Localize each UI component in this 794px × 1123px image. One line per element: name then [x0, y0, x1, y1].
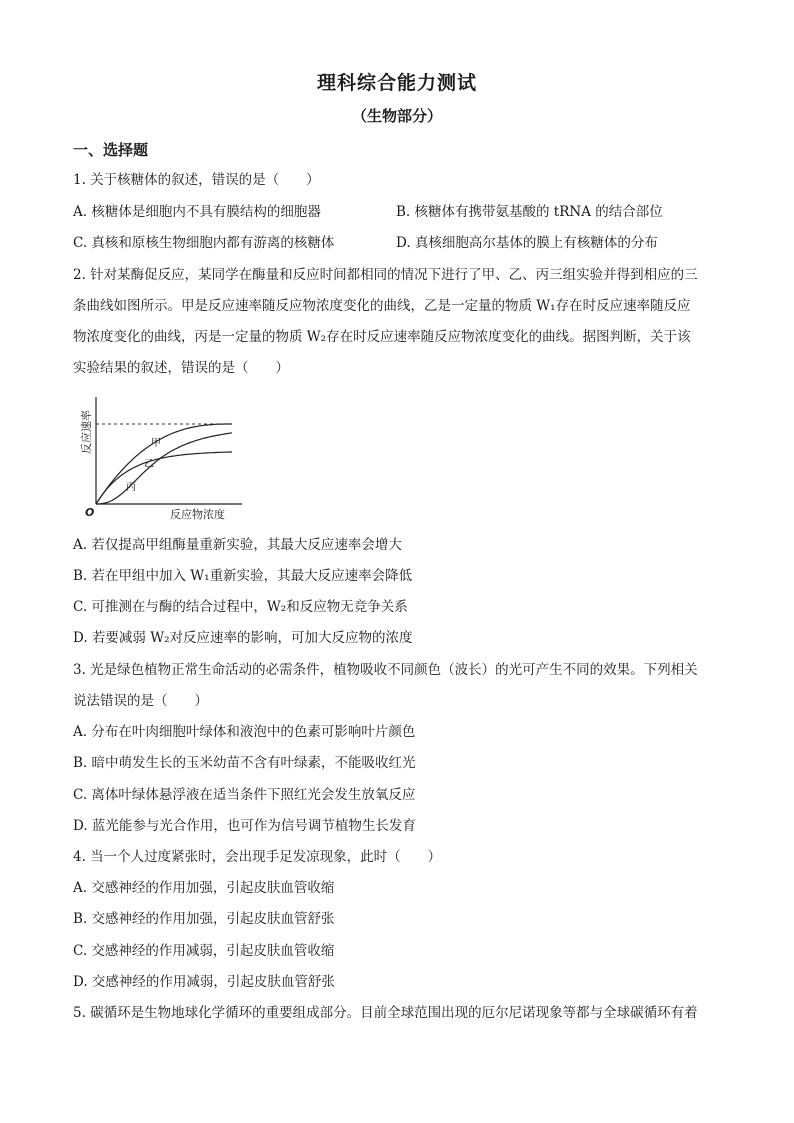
x-axis-label: 反应物浓度: [170, 508, 225, 521]
question-2-stem-line-2: 条曲线如图所示。甲是反应速率随反应物浓度变化的曲线，乙是一定量的物质 W₁存在时反应速率随反应: [73, 298, 691, 314]
page-subtitle: （生物部分）: [351, 107, 442, 125]
y-axis-label: 反应速率: [80, 410, 93, 454]
question-2-option-d: D. 若要减弱 W₂对反应速率的影响，可加大反应物的浓度: [73, 630, 413, 646]
series-label-1: 甲: [151, 438, 161, 449]
question-2-stem-line-3: 物浓度变化的曲线，丙是一定量的物质 W₂存在时反应速率随反应物浓度变化的曲线。据图判断，关于该: [73, 329, 691, 345]
question-1-stem: 1. 关于核糖体的叙述，错误的是（ ）: [73, 172, 320, 188]
page-title: 理科综合能力测试: [316, 72, 477, 94]
reaction-rate-chart-svg: [76, 392, 246, 532]
series-curve-2: [96, 452, 232, 504]
question-2-option-c: C. 可推测在与酶的结合过程中，W₂和反应物无竞争关系: [73, 599, 408, 615]
question-1-option-b: B. 核糖体有携带氨基酸的 tRNA 的结合部位: [396, 204, 663, 220]
series-label-3: 丙: [126, 482, 136, 493]
question-4-stem: 4. 当一个人过度紧张时，会出现手足发凉现象，此时（ ）: [73, 849, 442, 865]
origin-label: O: [85, 506, 95, 519]
question-4-option-c: C. 交感神经的作用减弱，引起皮肤血管收缩: [73, 943, 335, 959]
question-1-option-c: C. 真核和原核生物细胞内都有游离的核糖体: [73, 235, 335, 251]
question-4-option-a: A. 交感神经的作用加强，引起皮肤血管收缩: [73, 880, 335, 896]
series-curve-3: [96, 433, 232, 504]
question-4-option-d: D. 交感神经的作用减弱，引起皮肤血管舒张: [73, 974, 335, 990]
question-2-stem-line-1: 2. 针对某酶促反应，某同学在酶量和反应时间都相同的情况下进行了甲、乙、丙三组实验并得到相应的三: [73, 267, 698, 283]
reaction-rate-chart: [76, 392, 246, 532]
question-2-option-b: B. 若在甲组中加入 W₁重新实验，其最大反应速率会降低: [73, 568, 413, 584]
series-label-2: 乙: [144, 459, 154, 470]
section-heading: 一、选择题: [73, 141, 149, 159]
question-3-option-d: D. 蓝光能参与光合作用，也可作为信号调节植物生长发育: [73, 818, 416, 834]
question-1-option-d: D. 真核细胞高尔基体的膜上有核糖体的分布: [396, 235, 658, 251]
question-2-stem-line-4: 实验结果的叙述，错误的是（ ）: [73, 360, 289, 376]
question-1-option-a: A. 核糖体是细胞内不具有膜结构的细胞器: [73, 204, 321, 220]
question-3-stem-line-1: 3. 光是绿色植物正常生命活动的必需条件，植物吸收不同颜色（波长）的光可产生不同的效果。下列相关: [73, 662, 698, 678]
question-2-option-a: A. 若仅提高甲组酶量重新实验，其最大反应速率会增大: [73, 537, 402, 553]
question-4-option-b: B. 交感神经的作用加强，引起皮肤血管舒张: [73, 911, 335, 927]
question-3-stem-line-2: 说法错误的是（ ）: [73, 693, 208, 709]
question-3-option-c: C. 离体叶绿体悬浮液在适当条件下照红光会发生放氧反应: [73, 787, 416, 803]
question-3-option-a: A. 分布在叶肉细胞叶绿体和液泡中的色素可影响叶片颜色: [73, 724, 416, 740]
question-3-option-b: B. 暗中萌发生长的玉米幼苗不含有叶绿素，不能吸收红光: [73, 755, 416, 771]
question-5-stem: 5. 碳循环是生物地球化学循环的重要组成部分。目前全球范围出现的厄尔尼诺现象等都与全球碳循环有着: [73, 1005, 698, 1021]
